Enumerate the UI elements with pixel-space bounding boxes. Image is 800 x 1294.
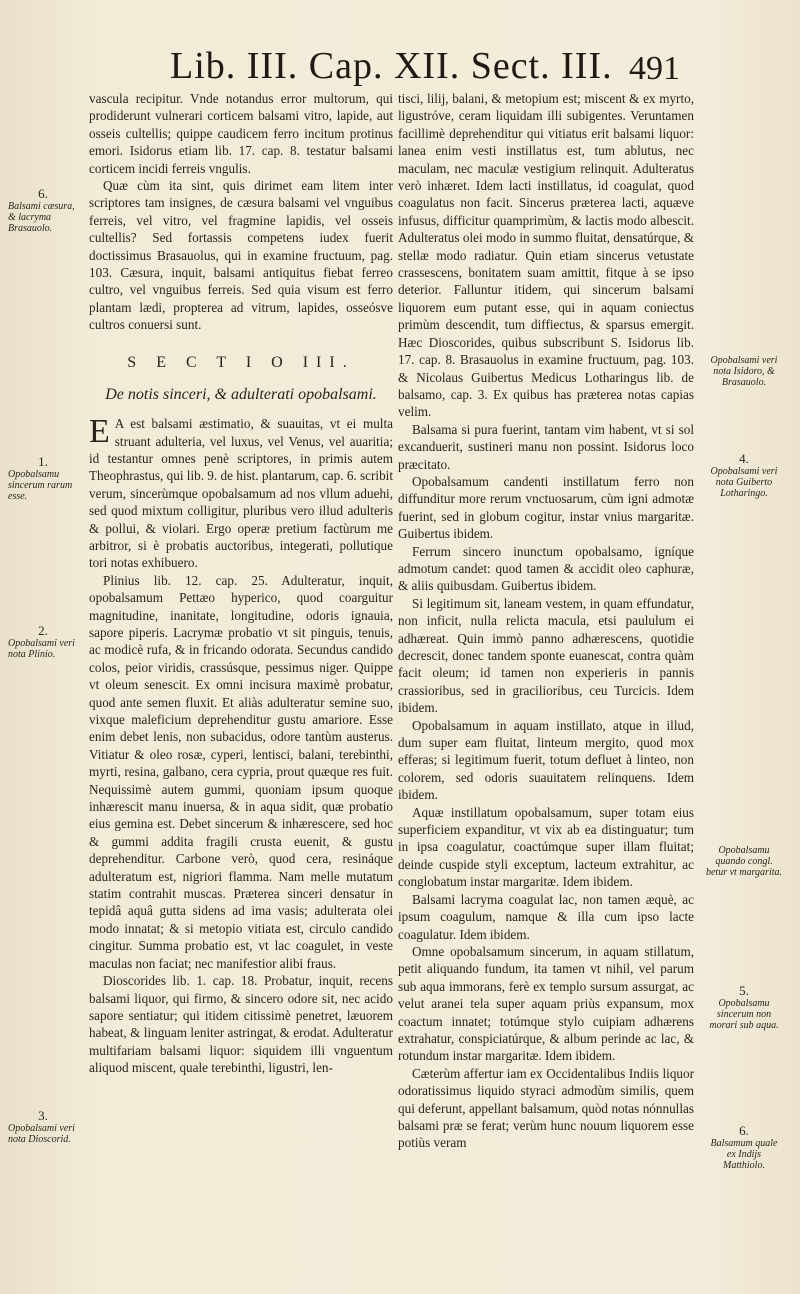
header-title: Lib. III. Cap. XII. Sect. III. (170, 45, 613, 87)
right-text-column (398, 90, 694, 1152)
section-heading: S E C T I O III. (127, 353, 355, 371)
margin-note-left-2: 1. Opobalsamu sincerum rarum esse. (8, 454, 73, 502)
left-paragraph-2: Quæ cùm ita sint, quis dirimet eam litem inter scriptores tam insignes, de cæsura balsami vel vnguibus ferreis, vel vitro, vel fragmine lapidis, vel osseis cultellis? Sed fortassis competens iudex fuerit doctissimus Brasauolus, qui in examine fructuum, pag. 103. Cæsura, inquit, balsami antiquitus fiebat ferreo cultro, vel vnguibus ferreis. Sed quia visum est ferro plantam lædi, propterea ad vitrum, lapides, osseósve cultros conuersi sunt. (89, 178, 393, 333)
right-paragraph-9: Omne opobalsamum sincerum, in aquam stillatum, petit aliquando fundum, ita tamen vt nihil, vel parum sub aqua immorans, ferè ex templo sursum assurgat, ac velut aranei tela super aquam priùs expansum, mox coactum innatet; totúmque stylo cuipiam adhærens extrahatur, conspiciatúrque, & album perinde ac lac, & rotundum instar margaritæ. Idem ibidem. (398, 943, 694, 1064)
margin-note-right-2: 4. Opobalsami veri nota Guiberto Lotharingo. (710, 451, 778, 499)
margin-note-right-4: 5. Opobalsamu sincerum non morari sub aqua. (709, 983, 779, 1031)
right-paragraph-7: Aquæ instillatum opobalsamum, super totam eius superficiem expanditur, vt vix ab ea distinguatur; tum in ipsa coagulatur, coactúmque super illam fluitat; deinde cuspide styli exceptum, lacteum extrahitur, ac conglobatum instar margaritæ. Idem ibidem. (398, 804, 694, 890)
right-paragraph-3: Opobalsamum candenti instillatum ferro non diffunditur more rerum vnctuosarum, cùm igni admotæ fuerint, sed in globum cogitur, instar vnius margaritæ. Guibertus ibidem. (398, 473, 694, 542)
left-paragraph-4: Plinius lib. 12. cap. 25. Adulteratur, inquit, opobalsamum Pettæo hyperico, quod coarguitur magnitudine, inanitate, longitudine, odoris ignauia, sapore piperis. Lacrymæ probatio vt sit pinguis, tenuis, ac modicè rufa, & in fricando odorata. Secundus candido colos, peior viridis, crassúsque, pessimus niger. Quippe vt oleum senescit. Ex omni incisura maximè probatur, quod ante semen fluxit. Et aliàs adulteratur semine suo, vixque maleficium deprehenditur gustu amariore. Esse enim debet lenis, non subacidus, odore tantùm austerus. Vitiatur & oleo rosæ, cyperi, lentisci, balani, terebinthi, myrti, resina, galbano, cera cypria, prout quæque res fuit. Nequissimè autem gummi, quoniam ipsum quoque inhærescit manu inuersa, & in aqua sidit, quæ probatio eius gemina est. Debet sincerum & inhærescere, sed hoc & gummi addita fragili crusta euenit, & gustu deprehenditur. Carbone verò, quod cera, resináque adulteratum est, nigriori flamma. Nam melle mutatum statim contrahit muscas. Præterea sinceri densatur in tepidâ aquâ gutta sidens ad ima vasis; adulterata olei modo innatat; & si metopio vitiata est, circulo candido cingitur. Summa probatio est, vt lac coagulet, in veste maculas non faciat; nec manifestior alibi fraus. (89, 572, 393, 971)
right-paragraph-4: Ferrum sincero inunctum opobalsamo, igníque admotum candet: quod tamen & accidit oleo caphuræ, & aliis quibusdam. Guibertus ibidem. (398, 543, 694, 594)
margin-note-left-4: 3. Opobalsami veri nota Dioscorid. (8, 1108, 75, 1145)
right-paragraph-2: Balsama si pura fuerint, tantam vim habent, vt si sol excanduerit, sustineri manu non possint. Isidorus loco præcitato. (398, 421, 694, 472)
margin-note-left-3: 2. Opobalsami veri nota Plinio. (8, 623, 75, 660)
margin-note-left-1: 6. Balsami cæsura, & lacryma Brasauolo. (8, 186, 75, 234)
right-paragraph-8: Balsami lacryma coagulat lac, non tamen æquè, ac ipsum coagulum, namque & illa cum ipso lacte coagulatur. Idem ibidem. (398, 891, 694, 942)
margin-note-right-1: Opobalsami veri nota Isidoro, & Brasauolo. (710, 355, 778, 388)
drop-cap-e: E (89, 413, 110, 451)
right-paragraph-6: Opobalsamum in aquam instillato, atque in illud, dum super eam fluitat, linteum mergito, quod mox efferas; si legitimum fuerit, totum defluet à linteo, non colorem, sed odoris suauitatem relinquens. Idem ibidem. (398, 717, 694, 803)
running-header (0, 44, 800, 92)
right-paragraph-5: Si legitimum sit, laneam vestem, in quam effundatur, non inficit, nulla relicta macula, etsi paululum ei adhæreat. Quin immò panno adhærescens, quotidie decrescit, donec tandem sponte euanescat, contra quàm facit oleum; id tamen non experieris in pannis crassioribus, sed in gracilioribus, ceu Turcicis. Idem ibidem. (398, 595, 694, 716)
left-text-column (89, 90, 393, 1077)
right-paragraph-10: Cæterùm affertur iam ex Occidentalibus Indiis liquor odoratissimus liquido styraci admodùm similis, quem qui deferunt, appellant balsamum, quòd notas nónnullas balsami præ se ferat; verùm hunc nouum liquorem esse potiùs veram (398, 1065, 694, 1151)
section-subtitle: De notis sinceri, & adulterati opobalsami. (105, 386, 377, 404)
margin-note-right-5: 6. Balsamum quale ex Indijs Matthiolo. (710, 1123, 778, 1171)
page-number: 491 (629, 50, 680, 87)
left-paragraph-1: vascula recipitur. Vnde notandus error multorum, qui prodiderunt vulnerari corticem balsami vitro, lapide, aut osseis cultellis; quippe caudicem ferro incitum protinus emori. Isidorus etiam lib. 17. cap. 8. testatur balsami corticem incidi ferreis vngulis. (89, 91, 393, 176)
left-paragraph-5: Dioscorides lib. 1. cap. 18. Probatur, inquit, recens balsami liquor, qui firmo, & sincero odore sit, nec acido sapore sentiatur; qui itidem citissimè penetret, læuorem habeat, & linguam leniter astringat, & erodat. Adulteratur multifariam balsami liquor: siquidem illi vnguentum aliquod miscent, quale terebinthi, ligustri, len- (89, 973, 393, 1076)
right-paragraph-1: tisci, lilij, balani, & metopium est; miscent & ex myrto, ligustróve, ceram liquidam illi subigentes. Veruntamen facillimè deprehenditur qui vitiatus erit balsami liquor: lanea enim vesti instillatus est, tum ablutus, nec maculam, nec maculæ vestigium relinquit. Adulteratus verò inhæret. Idem lacti instillatus, id coagulat, quod coagulatus non facit. Sincerus præterea lacti, aquæve infusus, difficitur quamprimùm, & lactis modo albescit. Adulteratus olei modo in summo fluitat, densatúrque, & stellæ modo radiatur. Quin etiam sincerus vetustate crassescens, bonitatem suam amittit, fitque à se ipso deterior. Falluntur itidem, qui sincerum balsami liquorem eum putant esse, qui in aquam coniectus primùm descendit, tum diffiectus, & sparsus emergit. Hæc Dioscorides, quibus subscribunt S. Isidorus lib. 17. cap. 8. Brasauolus in examine fructuum, pag. 103. & Nicolaus Guibertus Medicus Lotharingus lib. de balsamo, cap. 3. Ex quibus has præterea notas capias velim. (398, 91, 694, 420)
margin-note-right-3: Opobalsamu quando congl. betur vt margarita. (705, 845, 782, 878)
left-paragraph-3: E A est balsami æstimatio, & suauitas, vt ei multa struant adulteria, vel luxus, vel Venus, vel auaritia; id testantur omnes penè scriptores, in primis autem Theophrastus, qui lib. 9. de hist. plantarum, cap. 6. scribit verum, sincerùmque opobalsamum ad nos vllum aduehi, sed quod mixtum colligitur, pluribus vero illud adulteris & pollui, & violari. Ergo operæ pretium factùrum me arbitror, si è probatis auctoribus, integerati, pollutique tori notas exhibuero. (89, 413, 393, 571)
